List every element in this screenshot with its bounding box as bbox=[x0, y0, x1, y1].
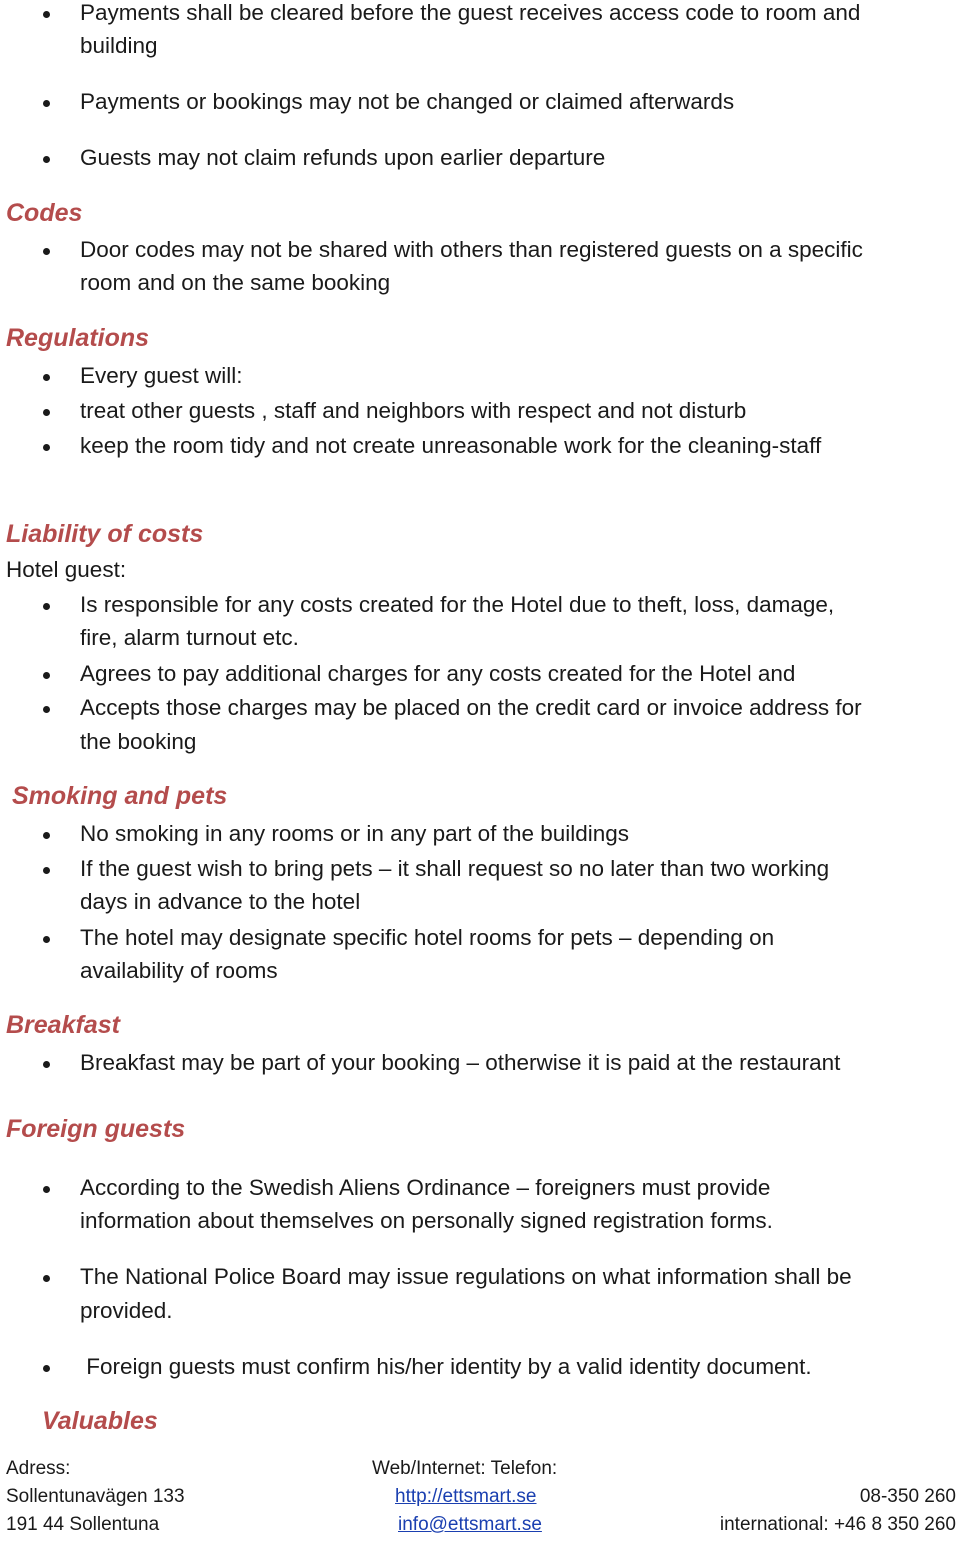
regulations-item-3: keep the room tidy and not create unreasonable work for the cleaning-staff bbox=[80, 433, 822, 458]
website-link[interactable]: http://ettsmart.se bbox=[395, 1486, 537, 1507]
footer-phone: 08-350 260 bbox=[859, 1486, 956, 1507]
bullet-dot bbox=[43, 248, 50, 255]
foreign-item-2-line-1: The National Police Board may issue regulations on what information shall be bbox=[80, 1264, 852, 1289]
liability-item-1-line-2: fire, alarm turnout etc. bbox=[80, 625, 299, 650]
breakfast-item-1: Breakfast may be part of your booking – otherwise it is paid at the restaurant bbox=[80, 1050, 841, 1075]
email-link[interactable]: info@ettsmart.se bbox=[398, 1514, 542, 1535]
intro-item-3: Guests may not claim refunds upon earlier departure bbox=[80, 145, 606, 170]
bullet-dot bbox=[43, 603, 50, 610]
section-heading-smoking: Smoking and pets bbox=[12, 782, 228, 810]
bullet-dot bbox=[43, 832, 50, 839]
footer-city: 191 44 Sollentuna bbox=[6, 1514, 160, 1535]
liability-item-2: Agrees to pay additional charges for any costs created for the Hotel and bbox=[80, 661, 796, 686]
smoking-item-2-line-1: If the guest wish to bring pets – it shall request so no later than two working bbox=[80, 856, 830, 881]
intro-item-2: Payments or bookings may not be changed or claimed afterwards bbox=[80, 89, 735, 114]
bullet-dot bbox=[43, 374, 50, 381]
smoking-item-3-line-2: availability of rooms bbox=[80, 958, 278, 983]
section-heading-liability: Liability of costs bbox=[6, 520, 204, 548]
foreign-item-1-line-2: information about themselves on personally signed registration forms. bbox=[80, 1208, 773, 1233]
footer-street: Sollentunavägen 133 bbox=[6, 1486, 185, 1507]
codes-item-1-line-1: Door codes may not be shared with others than registered guests on a specific bbox=[80, 237, 863, 262]
bullet-dot bbox=[43, 1365, 50, 1372]
bullet-dot bbox=[43, 156, 50, 163]
intro-item-1-line-2: building bbox=[80, 33, 158, 58]
foreign-item-2-line-2: provided. bbox=[80, 1298, 173, 1323]
smoking-item-3-line-1: The hotel may designate specific hotel rooms for pets – depending on bbox=[80, 925, 775, 950]
bullet-dot bbox=[43, 409, 50, 416]
bullet-dot bbox=[43, 444, 50, 451]
regulations-item-2: treat other guests , staff and neighbors with respect and not disturb bbox=[80, 398, 747, 423]
liability-item-3-line-2: the booking bbox=[80, 729, 197, 754]
bullet-dot bbox=[43, 11, 50, 18]
codes-item-1-line-2: room and on the same booking bbox=[80, 270, 391, 295]
regulations-item-1: Every guest will: bbox=[80, 363, 243, 388]
intro-item-1-line-1: Payments shall be cleared before the guest receives access code to room and bbox=[80, 0, 861, 25]
foreign-item-1-line-1: According to the Swedish Aliens Ordinance – foreigners must provide bbox=[80, 1175, 771, 1200]
footer-phone-international: international: +46 8 350 260 bbox=[719, 1514, 956, 1535]
liability-item-3-line-1: Accepts those charges may be placed on the credit card or invoice address for bbox=[80, 695, 862, 720]
bullet-dot bbox=[43, 1061, 50, 1068]
bullet-dot bbox=[43, 706, 50, 713]
bullet-dot bbox=[43, 867, 50, 874]
section-heading-foreign-guests: Foreign guests bbox=[6, 1115, 186, 1143]
liability-subtitle: Hotel guest: bbox=[6, 557, 127, 582]
foreign-item-3: Foreign guests must confirm his/her identity by a valid identity document. bbox=[80, 1354, 812, 1379]
smoking-item-2-line-2: days in advance to the hotel bbox=[80, 889, 361, 914]
bullet-dot bbox=[43, 100, 50, 107]
bullet-dot bbox=[43, 1275, 50, 1282]
section-heading-codes: Codes bbox=[6, 199, 83, 227]
bullet-dot bbox=[43, 672, 50, 679]
footer-address-label: Adress: bbox=[6, 1458, 71, 1479]
liability-item-1-line-1: Is responsible for any costs created for the Hotel due to theft, loss, damage, bbox=[80, 592, 835, 617]
section-heading-regulations: Regulations bbox=[6, 324, 150, 352]
section-heading-valuables: Valuables bbox=[42, 1407, 158, 1435]
bullet-dot bbox=[43, 1186, 50, 1193]
footer-web-label: Web/Internet: Telefon: bbox=[372, 1458, 558, 1479]
bullet-dot bbox=[43, 936, 50, 943]
section-heading-breakfast: Breakfast bbox=[6, 1011, 120, 1039]
smoking-item-1: No smoking in any rooms or in any part of the buildings bbox=[80, 821, 630, 846]
